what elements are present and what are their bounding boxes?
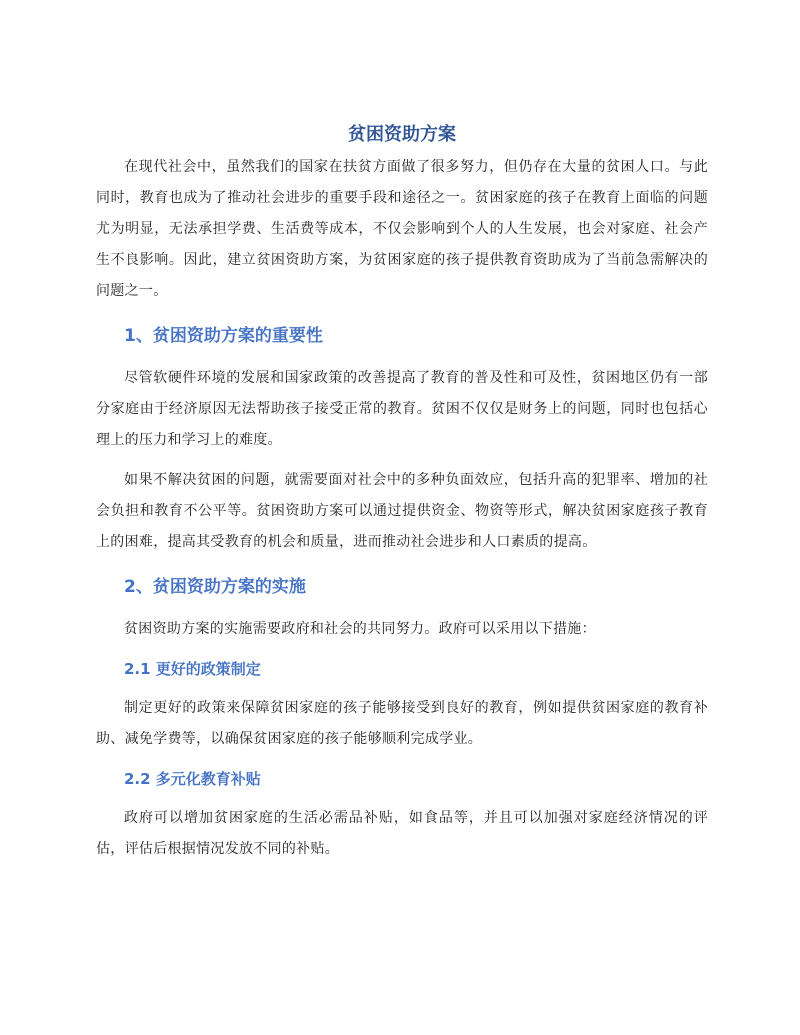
section-1-heading: 1、贫困资助方案的重要性 xyxy=(124,326,323,346)
subsection-2-1-heading: 2.1 更好的政策制定 xyxy=(124,660,261,678)
document-title: 贫困资助方案 xyxy=(348,124,456,145)
subsection-2-2-paragraph: 政府可以增加贫困家庭的生活必需品补贴，如食品等，并且可以加强对家庭经济情况的评估，评估后根据情况发放不同的补贴。 xyxy=(96,810,708,857)
document-body xyxy=(96,122,708,865)
subsection-2-2-heading: 2.2 多元化教育补贴 xyxy=(124,770,261,788)
section-2-heading: 2、贫困资助方案的实施 xyxy=(124,577,306,597)
subsection-2-1-paragraph: 制定更好的政策来保障贫困家庭的孩子能够接受到良好的教育，例如提供贫困家庭的教育补助、减免学费等，以确保贫困家庭的孩子能够顺利完成学业。 xyxy=(96,700,708,747)
intro-paragraph: 在现代社会中，虽然我们的国家在扶贫方面做了很多努力，但仍存在大量的贫困人口。与此同时，教育也成为了推动社会进步的重要手段和途径之一。贫困家庭的孩子在教育上面临的问题尤为明显，无法承担学费、生活费等成本，不仅会影响到个人的人生发展，也会对家庭、社会产生不良影响。因此，建立贫困资助方案，为贫困家庭的孩子提供教育资助成为了当前急需解决的问题之一。 xyxy=(96,159,708,299)
section-1-paragraph-1: 尽管软硬件环境的发展和国家政策的改善提高了教育的普及性和可及性，贫困地区仍有一部分家庭由于经济原因无法帮助孩子接受正常的教育。贫困不仅仅是财务上的问题，同时也包括心理上的压力和学习上的难度。 xyxy=(96,370,708,448)
section-1-paragraph-2: 如果不解决贫困的问题，就需要面对社会中的多种负面效应，包括升高的犯罪率、增加的社会负担和教育不公平等。贫困资助方案可以通过提供资金、物资等形式，解决贫困家庭孩子教育上的困难，提高其受教育的机会和质量，进而推动社会进步和人口素质的提高。 xyxy=(96,472,708,550)
section-2-paragraph-1: 贫困资助方案的实施需要政府和社会的共同努力。政府可以采用以下措施： xyxy=(124,621,596,637)
